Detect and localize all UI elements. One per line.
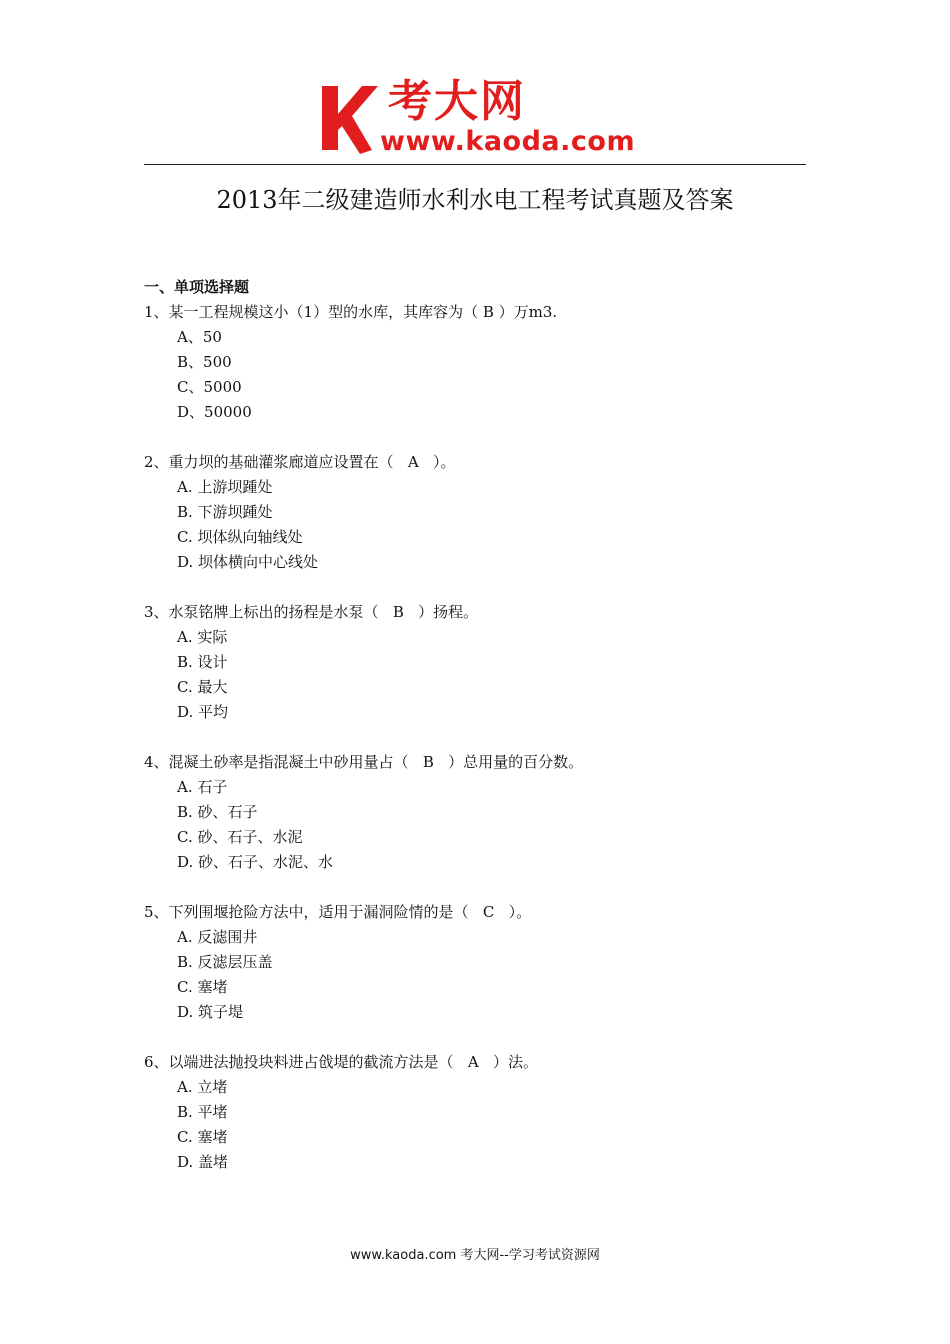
option-d: D、50000 — [177, 403, 252, 421]
option-b: B. 下游坝踵处 — [177, 503, 273, 521]
option-b: B. 平堵 — [177, 1103, 228, 1121]
option-c: C. 塞堵 — [177, 1128, 228, 1146]
page-footer: www.kaoda.com 考大网--学习考试资源网 — [350, 1248, 600, 1263]
option-c: C、5000 — [177, 378, 242, 396]
option-d: D. 筑子堤 — [177, 1003, 244, 1021]
logo-url: www.kaoda.com — [380, 126, 636, 157]
option-a: A、50 — [177, 328, 222, 346]
question-2 — [144, 450, 824, 575]
question-stem: 6、以端进法抛投块料进占戗堤的截流方法是（ A ）法。 — [144, 1053, 538, 1071]
question-3 — [144, 600, 824, 725]
option-d: D. 坝体横向中心线处 — [177, 553, 319, 571]
logo-name: 考大网 — [388, 76, 526, 127]
header-divider — [144, 164, 806, 165]
document-body — [144, 275, 824, 1175]
question-stem: 4、混凝土砂率是指混凝土中砂用量占（ B ）总用量的百分数。 — [144, 753, 584, 771]
page-title: 2013年二级建造师水利水电工程考试真题及答案 — [216, 186, 734, 214]
option-d: D. 平均 — [177, 703, 229, 721]
site-logo — [318, 78, 648, 158]
question-stem: 1、某一工程规模这小（1）型的水库，其库容为（ B ）万m3. — [144, 303, 558, 321]
option-c: C. 最大 — [177, 678, 228, 696]
question-stem: 3、水泵铭牌上标出的扬程是水泵（ B ）扬程。 — [144, 603, 479, 621]
option-c: C. 砂、石子、水泥 — [177, 828, 303, 846]
question-4 — [144, 750, 824, 875]
question-6 — [144, 1050, 824, 1175]
section-heading: 一、单项选择题 — [144, 278, 250, 296]
option-a: A. 石子 — [177, 778, 228, 796]
option-c: C. 坝体纵向轴线处 — [177, 528, 303, 546]
option-b: B、500 — [177, 353, 232, 371]
question-stem: 2、重力坝的基础灌浆廊道应设置在（ A ）。 — [144, 453, 456, 471]
question-1 — [144, 300, 824, 425]
option-b: B. 设计 — [177, 653, 228, 671]
option-c: C. 塞堵 — [177, 978, 228, 996]
option-a: A. 上游坝踵处 — [177, 478, 273, 496]
question-5 — [144, 900, 824, 1025]
option-a: A. 实际 — [177, 628, 228, 646]
question-stem: 5、下列围堰抢险方法中，适用于漏洞险情的是（ C ）。 — [144, 903, 532, 921]
option-a: A. 立堵 — [177, 1078, 228, 1096]
option-d: D. 砂、石子、水泥、水 — [177, 853, 334, 871]
option-d: D. 盖堵 — [177, 1153, 229, 1171]
option-a: A. 反滤围井 — [177, 928, 258, 946]
option-b: B. 砂、石子 — [177, 803, 258, 821]
option-b: B. 反滤层压盖 — [177, 953, 273, 971]
k-logo-icon — [318, 80, 380, 156]
